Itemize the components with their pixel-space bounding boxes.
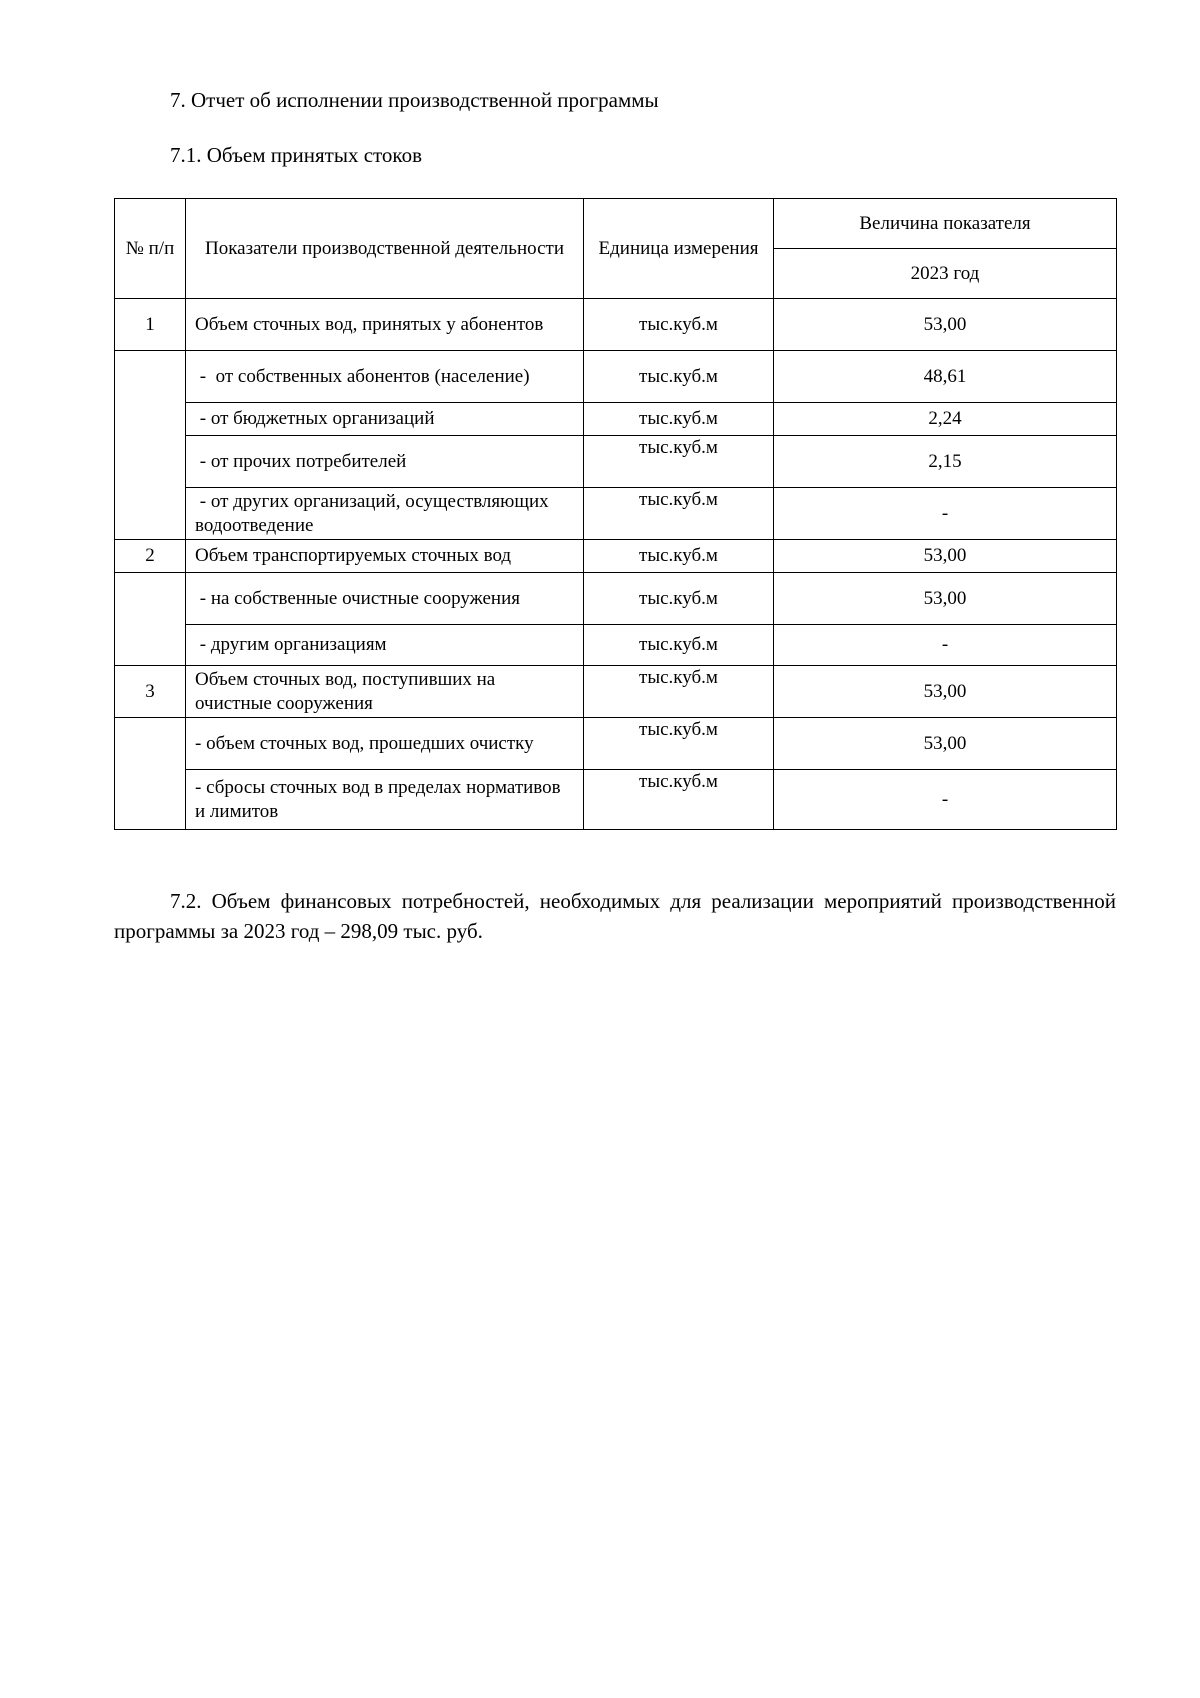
report-table <box>114 198 1117 830</box>
header-unit: Единица измерения <box>584 199 774 299</box>
table-row <box>115 540 1117 573</box>
row-indicator: - от бюджетных организаций <box>186 403 584 436</box>
row-unit: тыс.куб.м <box>584 351 774 403</box>
row-indicator: - объем сточных вод, прошедших очистку <box>186 718 584 770</box>
header-year: 2023 год <box>774 249 1117 299</box>
row-unit: тыс.куб.м <box>584 666 774 718</box>
row-value: 2,24 <box>774 403 1117 436</box>
table-row <box>115 770 1117 830</box>
table-row <box>115 625 1117 666</box>
header-indicator: Показатели производственной деятельности <box>186 199 584 299</box>
row-num: 2 <box>115 540 186 573</box>
row-num: 3 <box>115 666 186 718</box>
table-row <box>115 299 1117 351</box>
table-row <box>115 403 1117 436</box>
row-indicator: - сбросы сточных вод в пределах нормативов и лимитов <box>186 770 584 830</box>
row-unit: тыс.куб.м <box>584 573 774 625</box>
row-value: 53,00 <box>774 718 1117 770</box>
table-row <box>115 718 1117 770</box>
row-indicator: Объем транспортируемых сточных вод <box>186 540 584 573</box>
section-heading: 7. Отчет об исполнении производственной программы <box>170 88 659 112</box>
table-row <box>115 351 1117 403</box>
row-unit: тыс.куб.м <box>584 770 774 830</box>
row-indicator: - на собственные очистные сооружения <box>186 573 584 625</box>
row-value: 53,00 <box>774 666 1117 718</box>
row-indicator: - от собственных абонентов (население) <box>186 351 584 403</box>
row-unit: тыс.куб.м <box>584 718 774 770</box>
row-unit: тыс.куб.м <box>584 299 774 351</box>
row-unit: тыс.куб.м <box>584 436 774 488</box>
row-unit: тыс.куб.м <box>584 540 774 573</box>
row-value: - <box>774 625 1117 666</box>
row-num-blank <box>115 718 186 830</box>
row-indicator: Объем сточных вод, принятых у абонентов <box>186 299 584 351</box>
header-num: № п/п <box>115 199 186 299</box>
row-value: - <box>774 488 1117 540</box>
row-value: 53,00 <box>774 540 1117 573</box>
row-indicator: Объем сточных вод, поступивших на очистные сооружения <box>186 666 584 718</box>
row-num-blank <box>115 573 186 666</box>
row-unit: тыс.куб.м <box>584 625 774 666</box>
table-row <box>115 436 1117 488</box>
table-row <box>115 488 1117 540</box>
row-value: - <box>774 770 1117 830</box>
row-unit: тыс.куб.м <box>584 403 774 436</box>
row-value: 48,61 <box>774 351 1117 403</box>
table-header-row <box>115 199 1117 249</box>
row-unit: тыс.куб.м <box>584 488 774 540</box>
header-value-group: Величина показателя <box>774 199 1117 249</box>
row-indicator: - от прочих потребителей <box>186 436 584 488</box>
financial-paragraph: 7.2. Объем финансовых потребностей, необходимых для реализации мероприятий производственной программы за 2023 год – 298,09 тыс. руб. <box>114 889 1116 943</box>
table-row <box>115 666 1117 718</box>
row-num-blank <box>115 351 186 540</box>
row-value: 2,15 <box>774 436 1117 488</box>
subsection-heading: 7.1. Объем принятых стоков <box>170 143 422 167</box>
row-value: 53,00 <box>774 573 1117 625</box>
row-indicator: - другим организациям <box>186 625 584 666</box>
row-value: 53,00 <box>774 299 1117 351</box>
table-row <box>115 573 1117 625</box>
row-indicator: - от других организаций, осуществляющих водоотведение <box>186 488 584 540</box>
row-num: 1 <box>115 299 186 351</box>
